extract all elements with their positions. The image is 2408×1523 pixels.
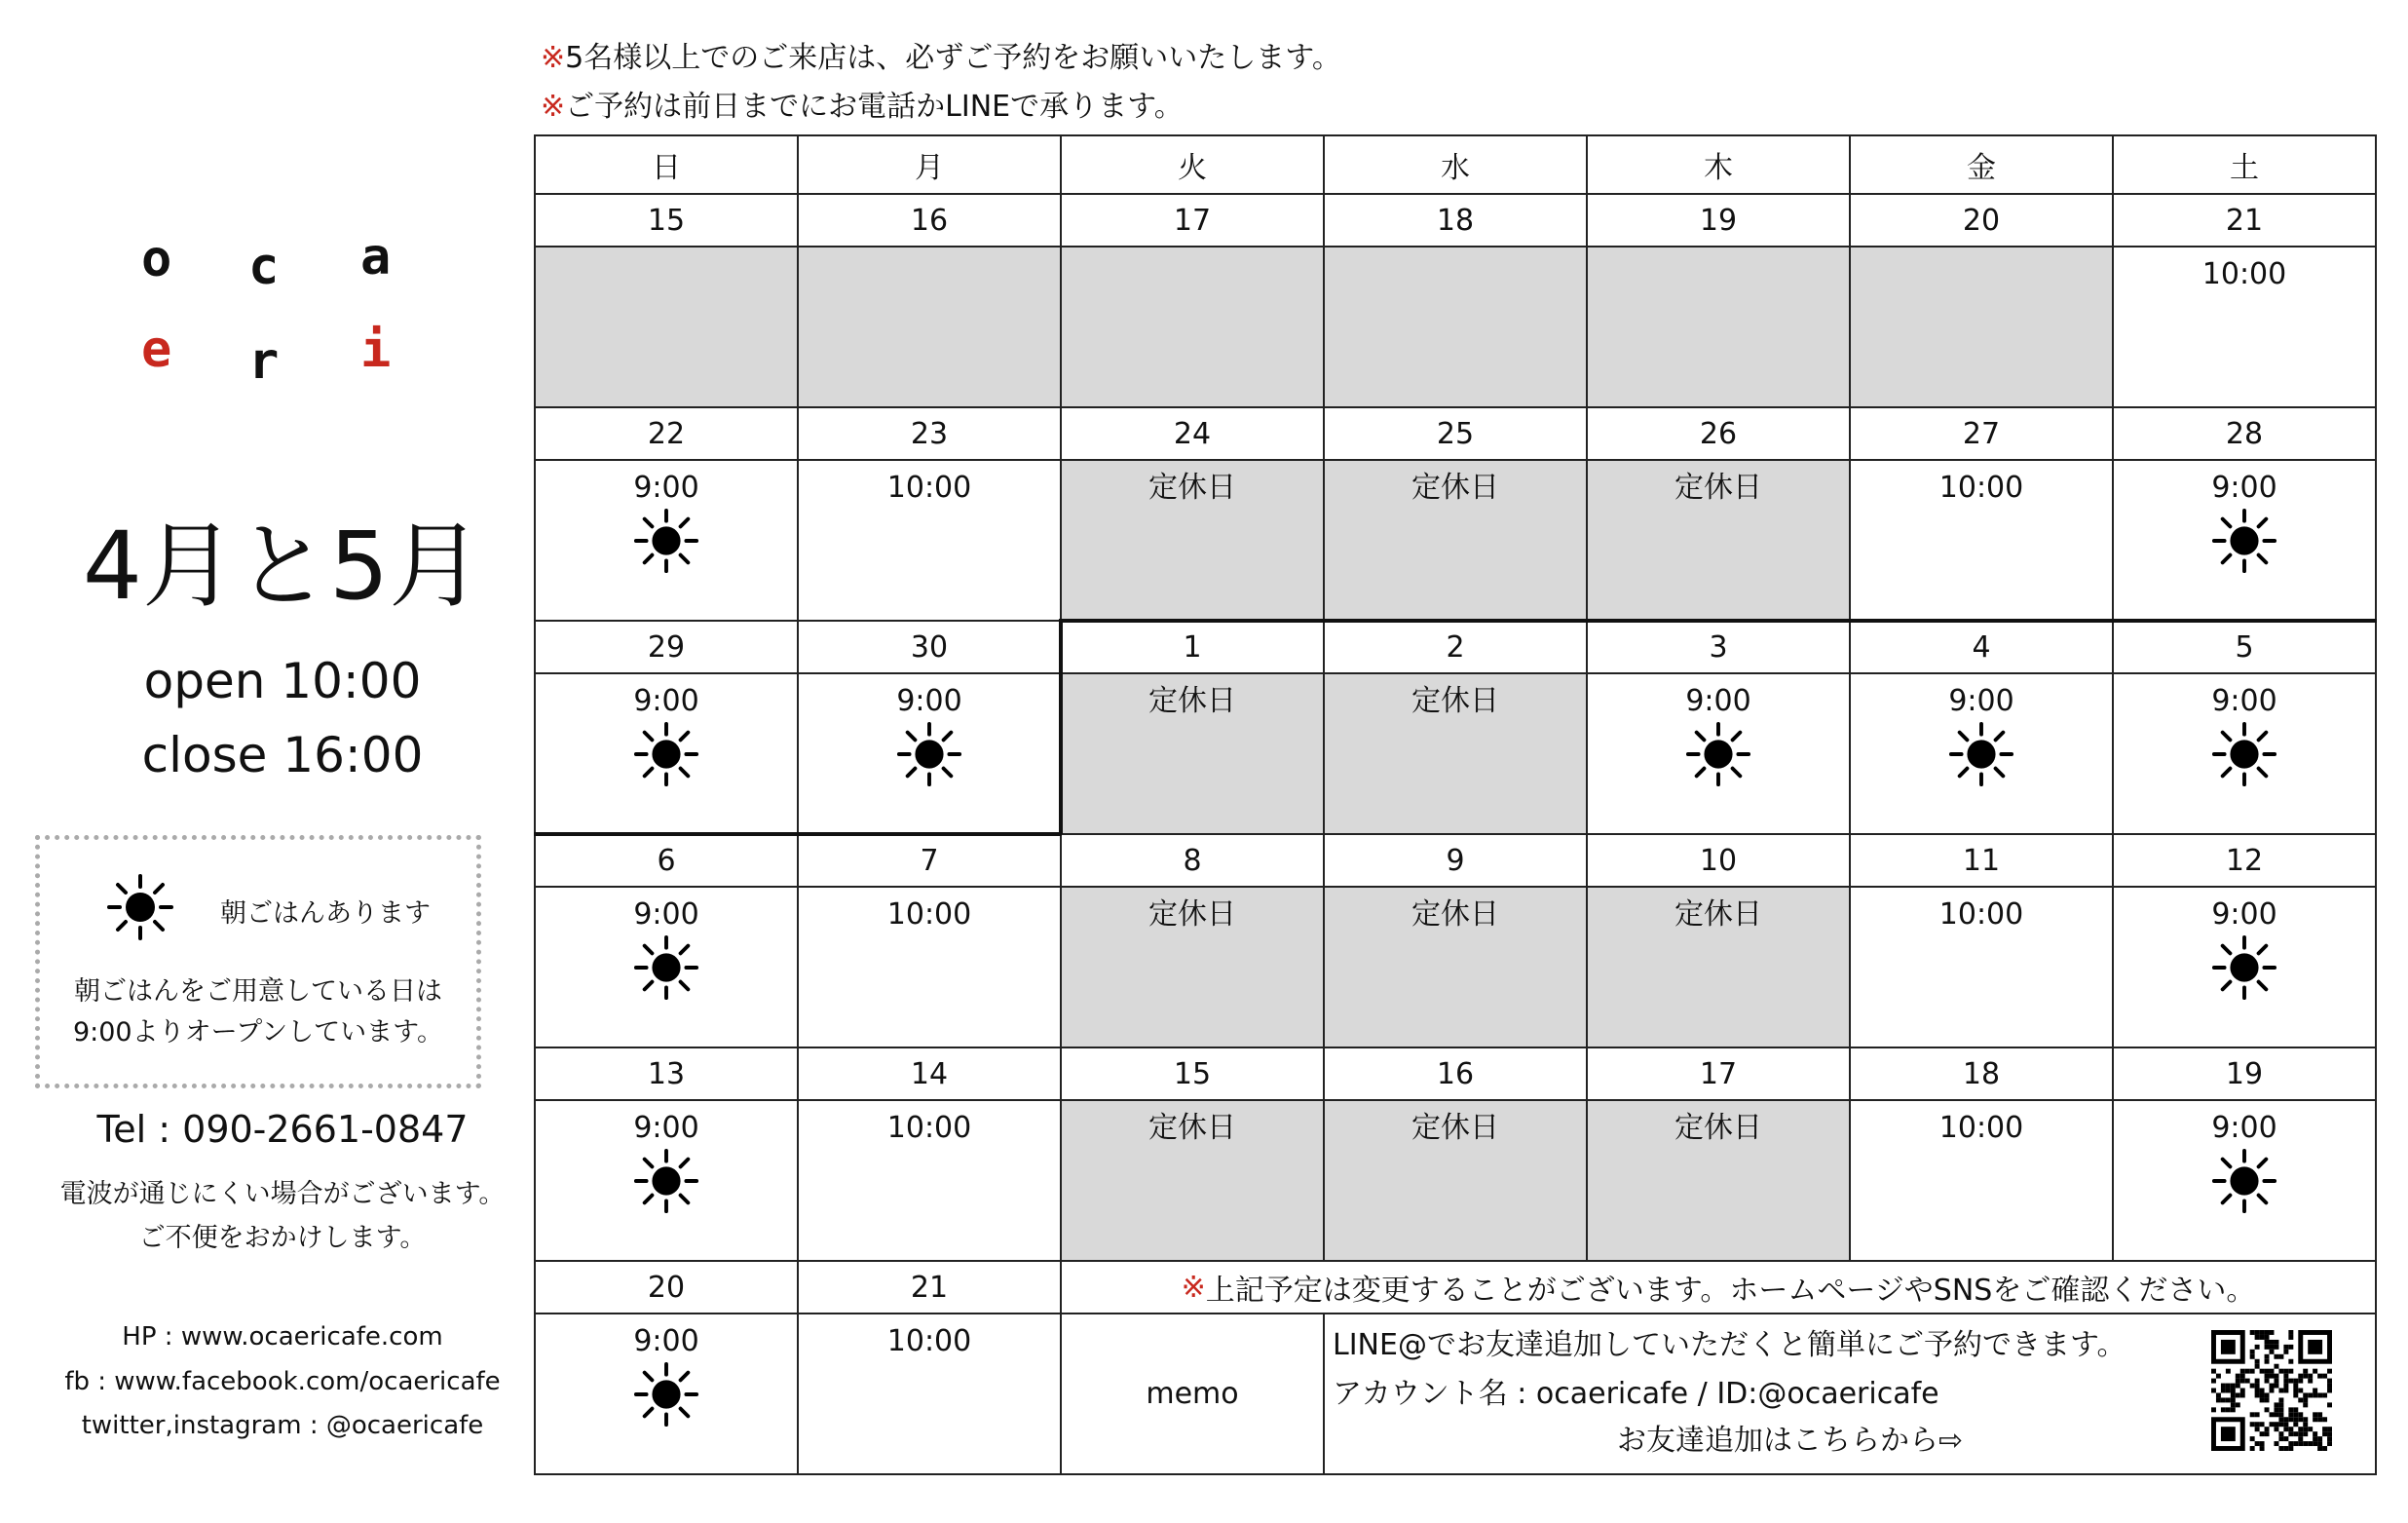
closed-day-label: 定休日	[1674, 897, 1762, 932]
date-cell	[1586, 406, 1851, 461]
day-cell	[1849, 246, 2114, 408]
logo-letter: a	[360, 228, 392, 286]
day-cell	[1586, 672, 1851, 835]
day-cell	[2112, 672, 2377, 835]
open-hours: open 10:00	[143, 653, 422, 709]
date-cell	[1586, 620, 1851, 674]
close-hours: close 16:00	[141, 727, 424, 783]
date-number: 1	[1183, 629, 1202, 665]
logo-letter: o	[141, 230, 172, 288]
opening-time: 10:00	[886, 897, 972, 932]
day-cell	[534, 1099, 799, 1262]
opening-time: 9:00	[2211, 471, 2277, 505]
date-number: 2	[1446, 629, 1465, 665]
day-cell	[797, 246, 1062, 408]
date-number: 25	[1436, 416, 1475, 451]
opening-time: 9:00	[633, 897, 699, 932]
opening-time: 9:00	[2211, 1111, 2277, 1145]
day-cell	[797, 886, 1062, 1048]
day-cell	[1586, 246, 1851, 408]
opening-time: 9:00	[1948, 684, 2014, 718]
date-number: 29	[647, 629, 686, 665]
opening-time: 9:00	[896, 684, 962, 718]
telephone: Tel : 090-2661-0847	[96, 1108, 469, 1151]
date-cell	[1586, 193, 1851, 247]
sun-icon	[2211, 934, 2277, 1001]
weekday-header	[1060, 134, 1325, 195]
closed-day-label: 定休日	[1411, 897, 1499, 932]
date-cell	[2112, 833, 2377, 888]
date-cell	[1323, 1047, 1588, 1101]
date-cell	[797, 193, 1062, 247]
opening-time: 9:00	[1685, 684, 1751, 718]
line-info-text: お友達追加はこちらから⇨	[1617, 1424, 1964, 1458]
date-cell	[2112, 193, 2377, 247]
page-title: 4月と5月	[82, 512, 483, 621]
date-cell	[2112, 1047, 2377, 1101]
opening-time: 10:00	[886, 471, 972, 505]
date-number: 20	[647, 1270, 686, 1305]
day-cell	[1323, 886, 1588, 1048]
month-boundary	[534, 832, 1062, 836]
opening-time: 9:00	[633, 1324, 699, 1358]
day-cell	[2112, 246, 2377, 408]
closed-day-label: 定休日	[1148, 684, 1236, 718]
weekday-header	[1849, 134, 2114, 195]
apology-note: ご不便をおかけします。	[138, 1223, 427, 1253]
day-cell	[1060, 886, 1325, 1048]
date-number: 4	[1972, 629, 1991, 665]
homepage-link[interactable]: HP : www.ocaericafe.com	[122, 1322, 443, 1352]
date-cell	[1849, 1047, 2114, 1101]
opening-time: 9:00	[2211, 684, 2277, 718]
date-cell	[1849, 833, 2114, 888]
opening-time: 9:00	[633, 471, 699, 505]
date-cell	[797, 406, 1062, 461]
weekday-header	[1586, 134, 1851, 195]
date-number: 3	[1709, 629, 1728, 665]
sun-icon	[2211, 1148, 2277, 1214]
day-cell	[534, 1313, 799, 1475]
day-cell	[2112, 886, 2377, 1048]
logo-letter: i	[360, 321, 392, 379]
date-number: 15	[647, 203, 686, 238]
day-cell	[797, 672, 1062, 835]
date-cell	[797, 833, 1062, 888]
day-cell	[1323, 672, 1588, 835]
opening-time: 10:00	[1938, 897, 2024, 932]
date-cell	[1060, 406, 1325, 461]
date-number: 19	[2225, 1056, 2264, 1091]
date-number: 22	[647, 416, 686, 451]
line-info-text: アカウント名 : ocaericafe / ID:@ocaericafe	[1333, 1377, 1939, 1411]
logo-letter: c	[248, 238, 280, 296]
closed-day-label: 定休日	[1674, 1111, 1762, 1145]
notice-text: 上記予定は変更することがございます。ホームページやSNSをご確認ください。	[1205, 1274, 2256, 1308]
closed-day-label: 定休日	[1148, 471, 1236, 505]
closed-day-label: 定休日	[1411, 471, 1499, 505]
date-number: 28	[2225, 416, 2264, 451]
day-cell	[797, 459, 1062, 622]
weekday-label: 水	[1441, 151, 1470, 185]
day-cell	[1060, 672, 1325, 835]
date-number: 18	[1962, 1056, 2001, 1091]
logo-letter: r	[248, 332, 280, 391]
weekday-header	[1323, 134, 1588, 195]
date-number: 27	[1962, 416, 2001, 451]
date-number: 5	[2235, 629, 2254, 665]
sun-icon	[633, 934, 699, 1001]
date-number: 21	[910, 1270, 949, 1305]
date-cell	[534, 620, 799, 674]
weekday-label: 木	[1704, 151, 1733, 185]
date-number: 15	[1173, 1056, 1212, 1091]
day-cell	[1586, 886, 1851, 1048]
opening-time: 10:00	[1938, 1111, 2024, 1145]
date-cell	[797, 620, 1062, 674]
date-cell	[1323, 193, 1588, 247]
weekday-label: 月	[915, 151, 944, 185]
line-info-text: LINE@でお友達追加していただくと簡単にご予約できます。	[1333, 1328, 2126, 1362]
date-number: 9	[1446, 843, 1465, 878]
closed-day-label: 定休日	[1411, 684, 1499, 718]
day-cell	[1849, 459, 2114, 622]
opening-time: 10:00	[1938, 471, 2024, 505]
opening-time: 10:00	[886, 1324, 972, 1358]
date-number: 30	[910, 629, 949, 665]
closed-day-label: 定休日	[1148, 1111, 1236, 1145]
weekday-label: 土	[2230, 151, 2259, 185]
date-cell	[1060, 193, 1325, 247]
weekday-label: 金	[1967, 151, 1996, 185]
date-number: 19	[1699, 203, 1738, 238]
weekday-label: 火	[1178, 151, 1207, 185]
legend-label: 朝ごはんあります	[220, 898, 431, 929]
top-note-1: ※5名様以上でのご来店は、必ずご予約をお願いいたします。	[541, 41, 1341, 75]
date-number: 26	[1699, 416, 1738, 451]
day-cell	[1323, 246, 1588, 408]
closed-day-label: 定休日	[1674, 471, 1762, 505]
day-cell	[1849, 672, 2114, 835]
date-number: 24	[1173, 416, 1212, 451]
date-number: 18	[1436, 203, 1475, 238]
schedule-change-notice	[1060, 1260, 2377, 1314]
day-cell	[1060, 1099, 1325, 1262]
notice-mark: ※	[1181, 1270, 1206, 1305]
sun-icon	[106, 873, 174, 941]
date-cell	[1323, 406, 1588, 461]
date-cell	[534, 833, 799, 888]
opening-time: 10:00	[2201, 257, 2287, 291]
date-cell	[797, 1260, 1062, 1314]
day-cell	[534, 672, 799, 835]
date-number: 6	[657, 843, 676, 878]
line-info-cell	[1323, 1313, 2377, 1475]
date-number: 23	[910, 416, 949, 451]
sns-link[interactable]: twitter,instagram : @ocaericafe	[81, 1411, 484, 1440]
day-cell	[534, 459, 799, 622]
weekday-header	[2112, 134, 2377, 195]
date-number: 17	[1173, 203, 1212, 238]
line-qr-code[interactable]	[2211, 1330, 2332, 1451]
date-cell	[1060, 1047, 1325, 1101]
date-number: 16	[1436, 1056, 1475, 1091]
logo-letter: e	[141, 321, 172, 379]
weekday-header	[534, 134, 799, 195]
date-cell	[797, 1047, 1062, 1101]
date-cell	[534, 1260, 799, 1314]
day-cell	[1323, 1099, 1588, 1262]
day-cell	[1586, 1099, 1851, 1262]
day-cell	[534, 886, 799, 1048]
date-number: 13	[647, 1056, 686, 1091]
sun-icon	[2211, 721, 2277, 787]
date-cell	[2112, 620, 2377, 674]
opening-time: 9:00	[2211, 897, 2277, 932]
date-cell	[1586, 833, 1851, 888]
day-cell	[1849, 1099, 2114, 1262]
date-cell	[2112, 406, 2377, 461]
date-cell	[1849, 406, 2114, 461]
legend-box	[35, 835, 481, 1088]
day-cell	[1849, 886, 2114, 1048]
day-cell	[797, 1099, 1062, 1262]
date-cell	[534, 1047, 799, 1101]
sun-icon	[633, 1361, 699, 1428]
date-number: 10	[1699, 843, 1738, 878]
closed-day-label: 定休日	[1148, 897, 1236, 932]
day-cell	[2112, 459, 2377, 622]
date-cell	[1060, 833, 1325, 888]
date-number: 20	[1962, 203, 2001, 238]
sun-icon	[633, 721, 699, 787]
date-cell	[1849, 193, 2114, 247]
day-cell	[534, 246, 799, 408]
weekday-label: 日	[652, 151, 681, 185]
day-cell	[1586, 459, 1851, 622]
top-note-2: ※ご予約は前日までにお電話かLINEで承ります。	[541, 90, 1184, 124]
day-cell	[2112, 1099, 2377, 1262]
memo-label: memo	[1146, 1377, 1239, 1411]
facebook-link[interactable]: fb : www.facebook.com/ocaericafe	[64, 1367, 501, 1396]
day-cell	[797, 1313, 1062, 1475]
signal-note: 電波が通じにくい場合がございます。	[59, 1179, 506, 1209]
closed-day-label: 定休日	[1411, 1111, 1499, 1145]
legend-text-line2: 9:00よりオープンしています。	[72, 1017, 444, 1047]
memo-cell	[1060, 1313, 1325, 1475]
date-cell	[1323, 620, 1588, 674]
opening-time: 9:00	[633, 684, 699, 718]
month-boundary	[1060, 619, 2377, 623]
day-cell	[1060, 459, 1325, 622]
date-number: 11	[1962, 843, 2001, 878]
sun-icon	[633, 1148, 699, 1214]
sun-icon	[1948, 721, 2014, 787]
day-cell	[1323, 459, 1588, 622]
sun-icon	[1685, 721, 1751, 787]
sun-icon	[896, 721, 962, 787]
opening-time: 10:00	[886, 1111, 972, 1145]
date-number: 12	[2225, 843, 2264, 878]
date-number: 8	[1183, 843, 1202, 878]
date-cell	[1060, 620, 1325, 674]
date-number: 21	[2225, 203, 2264, 238]
date-number: 16	[910, 203, 949, 238]
date-number: 17	[1699, 1056, 1738, 1091]
date-cell	[1849, 620, 2114, 674]
month-boundary	[1059, 619, 1063, 834]
legend-text-line1: 朝ごはんをご用意している日は	[74, 976, 442, 1007]
date-cell	[1323, 833, 1588, 888]
date-number: 14	[910, 1056, 949, 1091]
date-cell	[534, 193, 799, 247]
sun-icon	[633, 508, 699, 574]
day-cell	[1060, 246, 1325, 408]
weekday-header	[797, 134, 1062, 195]
date-cell	[534, 406, 799, 461]
date-number: 7	[920, 843, 939, 878]
date-cell	[1586, 1047, 1851, 1101]
opening-time: 9:00	[633, 1111, 699, 1145]
sun-icon	[2211, 508, 2277, 574]
calendar	[534, 134, 2377, 1473]
